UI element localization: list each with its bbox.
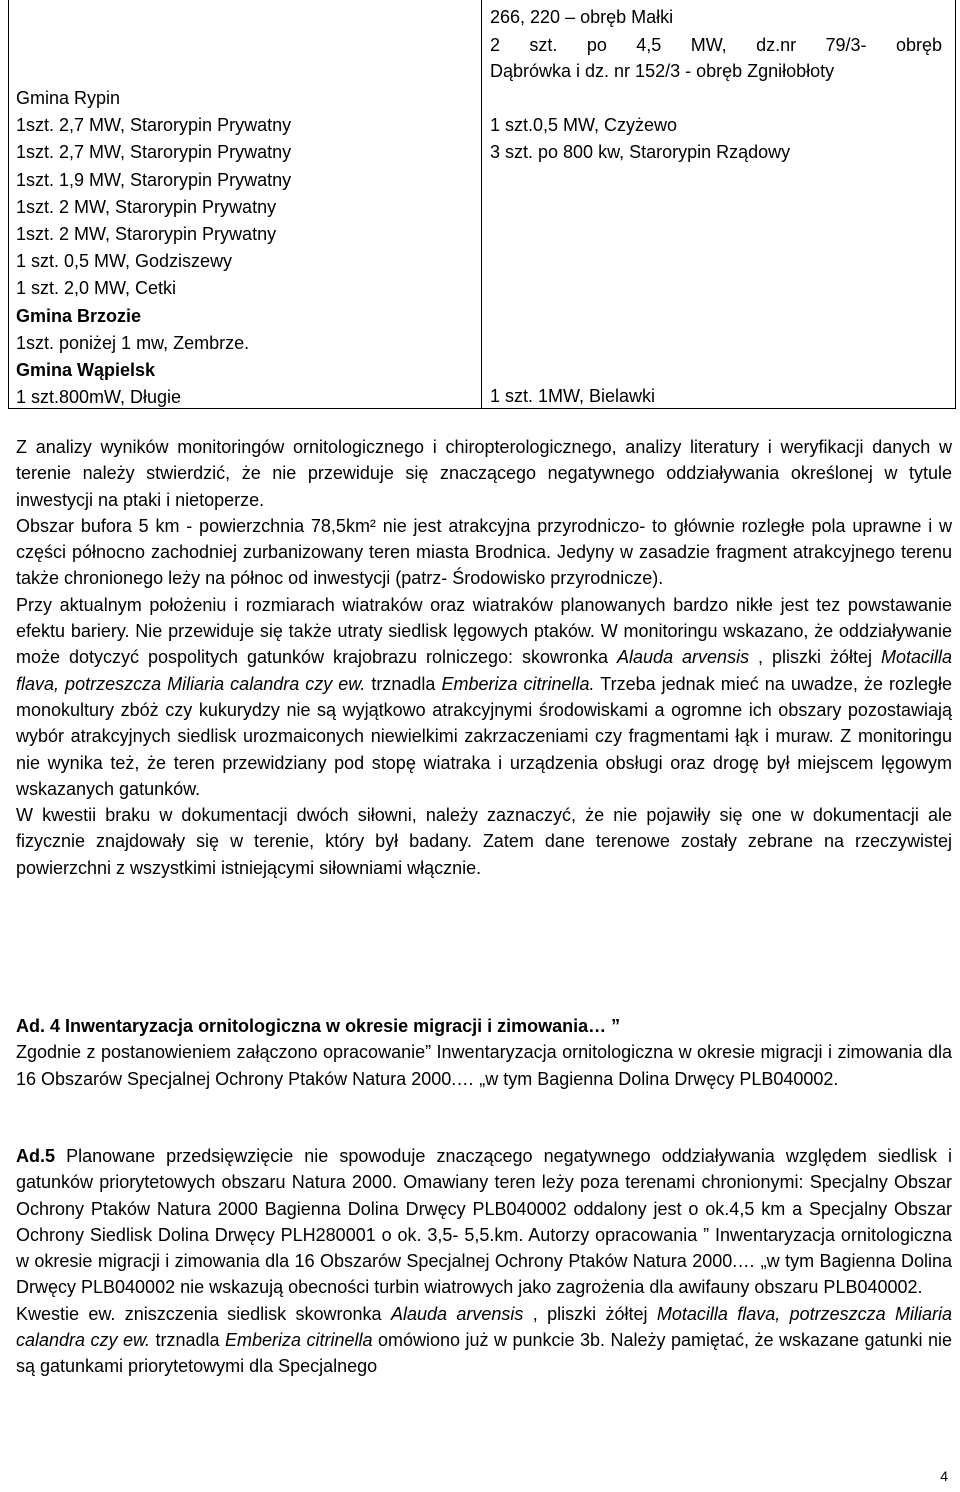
table-right-line: 1 szt.0,5 MW, Czyżewo [490, 115, 678, 135]
species-name: Alauda arvensis [617, 647, 750, 668]
table-municipality-heading: Gmina Wąpielsk [16, 360, 156, 380]
table-right-line: 1 szt. 1MW, Bielawki [490, 386, 656, 406]
table-right-line: 266, 220 – obręb Małki [490, 7, 674, 27]
table-left-line: Gmina Rypin [16, 88, 121, 108]
table-right-line [490, 32, 942, 59]
table-left-line: 1 szt. 2,0 MW, Cetki [16, 278, 177, 299]
table-left-line: 1szt. 2 MW, Starorypin Prywatny [16, 224, 277, 244]
ad5-label: Ad.5 [16, 1146, 56, 1166]
paragraph-missing-turbines: W kwestii braku w dokumentacji dwóch siłowni, należy zaznaczyć, że nie pojawiły się one w dokumentacji ale fizycznie znajdowały się w terenie, który był badany. Zatem dane terenowe zostały zebrane na rzeczywistej powierzchni z wszystkimi istniejącymi siłowniami włącznie. [16, 805, 952, 878]
body-text [16, 434, 952, 881]
species-name: Motacilla flava, potrzeszcza Miliaria calandra czy ew. [16, 647, 952, 694]
page-number: 4 [940, 1468, 948, 1484]
text-span: omówiono już w punkcie 3b. Należy pamiętać, że wskazane gatunki nie są gatunkami priorytetowymi dla Specjalnego [16, 1330, 952, 1377]
table-right-line: Dąbrówka i dz. nr 152/3 - obręb Zgniłobłoty [490, 61, 835, 81]
text-span: Kwestie ew. zniszczenia siedlisk skowronka [16, 1303, 391, 1324]
text-span: , pliszki żółtej [523, 1303, 657, 1324]
paragraph-habitat-destruction [16, 1301, 952, 1380]
table-left-line: 1 szt.800mW, Długie [16, 387, 182, 408]
ad5-paragraph [16, 1143, 952, 1301]
table-right-line: 3 szt. po 800 kw, Starorypin Rządowy [490, 142, 791, 162]
table-left-line: 1szt. 2,7 MW, Starorypin Prywatny [16, 142, 292, 163]
paragraph-buffer-zone: Obszar bufora 5 km - powierzchnia 78,5km² nie jest atrakcyjna przyrodniczo- to głównie rozległe pola uprawne i w części północno zachodniej zurbanizowany teren miasta Brodnica. Jedyny w zasadzie fragment atrakcyjnego terenu także chronionego leży na północ od inwestycji (patrz- Środowisko przyrodnicze). [16, 515, 952, 589]
text-span: trznadla [150, 1330, 225, 1351]
table-left-line: 1szt. 2 MW, Starorypin Prywatny [16, 196, 277, 217]
species-name: Motacilla flava, potrzeszcza Miliaria calandra czy ew. [16, 1303, 953, 1351]
species-name: Emberiza citrinella. [441, 673, 595, 694]
text-span: Trzeba jednak mieć na uwadze, że rozległe monokultury zbóż czy kukurydzy nie są wyjątkowo atrakcyjnymi środowiskami a ogromne ich obszary pozostawiają wybór atrakcyjnych siedlisk urozmaiconych niewielkimi zakrzaczeniami czy fragmentami łąk i muraw. Z monitoringu nie wynika też, że teren przewidziany pod stopę wiatraka i urządzenia obsługi oraz drogę był miejscem lęgowym wskazanych gatunków. [16, 673, 952, 799]
ad5-text: Planowane przedsięwzięcie nie spowoduje znaczącego negatywnego oddziaływania względem siedlisk i gatunków priorytetowych obszaru Natura 2000. Omawiany teren leży poza terenami chronionymi: Specjalny Obszar Ochrony Ptaków Natura 2000 Bagienna Dolina Drwęcy PLB040002 oddalony jest o ok.4,5 km a Specjalny Obszar Ochrony Siedlisk Dolina Drwęcy PLH280001 o ok. 3,5- 5,5.km. Autorzy opracowania ” Inwentaryzacja ornitologiczna w okresie migracji i zimowania dla 16 Obszarów Specjalnej Ochrony Ptaków Natura 2000.… „w tym Bagienna Dolina Drwęcy PLB040002 nie wskazują obecności turbin wiatrowych jako zagrożenia dla awifauny obszaru PLB040002. [16, 1146, 952, 1298]
table-right-line-text: 2 szt. po 4,5 MW, dz.nr 79/3- obręb [490, 35, 942, 55]
table-left-line: 1szt. poniżej 1 mw, Zembrze. [16, 332, 250, 353]
table-left-line: 1 szt. 0,5 MW, Godziszewy [16, 251, 233, 272]
table-left-line: 1szt. 1,9 MW, Starorypin Prywatny [16, 169, 292, 190]
section-ad4 [16, 1013, 952, 1092]
text-span: Przy aktualnym położeniu i rozmiarach wiatraków oraz wiatraków planowanych bardzo nikłe jest tez powstawanie efektu bariery. Nie przewiduje się także utraty siedlisk lęgowych ptaków. W monitoringu wskazano, że oddziaływanie może dotyczyć pospolitych gatunków krajobrazu rolniczego: skowronka [16, 594, 952, 668]
paragraph-conclusion: Z analizy wyników monitoringów ornitologicznego i chiropterologicznego, analizy literatury i weryfikacji danych w terenie należy stwierdzić, że nie przewiduje się znaczącego negatywnego oddziaływania określonej w tytule inwestycji na ptaki i nietoperze. [16, 437, 952, 510]
table-municipality-heading: Gmina Brzozie [16, 305, 142, 326]
ad4-heading: Ad. 4 Inwentaryzacja ornitologiczna w okresie migracji i zimowania… ” [16, 1016, 621, 1036]
text-span: , pliszki żółtej [749, 647, 881, 668]
table-column-divider [481, 0, 482, 408]
species-name: Emberiza citrinella [225, 1330, 373, 1351]
text-span: trznadla [365, 673, 442, 694]
paragraph-barrier-effect [16, 592, 952, 802]
ad4-text: Zgodnie z postanowieniem załączono opracowanie” Inwentaryzacja ornitologiczna w okresie migracji i zimowania dla 16 Obszarów Specjalnej Ochrony Ptaków Natura 2000.… „w tym Bagienna Dolina Drwęcy PLB040002. [16, 1042, 952, 1089]
section-ad5 [16, 1143, 952, 1380]
species-name: Alauda arvensis [390, 1303, 524, 1324]
table-left-line: 1szt. 2,7 MW, Starorypin Prywatny [16, 115, 292, 136]
